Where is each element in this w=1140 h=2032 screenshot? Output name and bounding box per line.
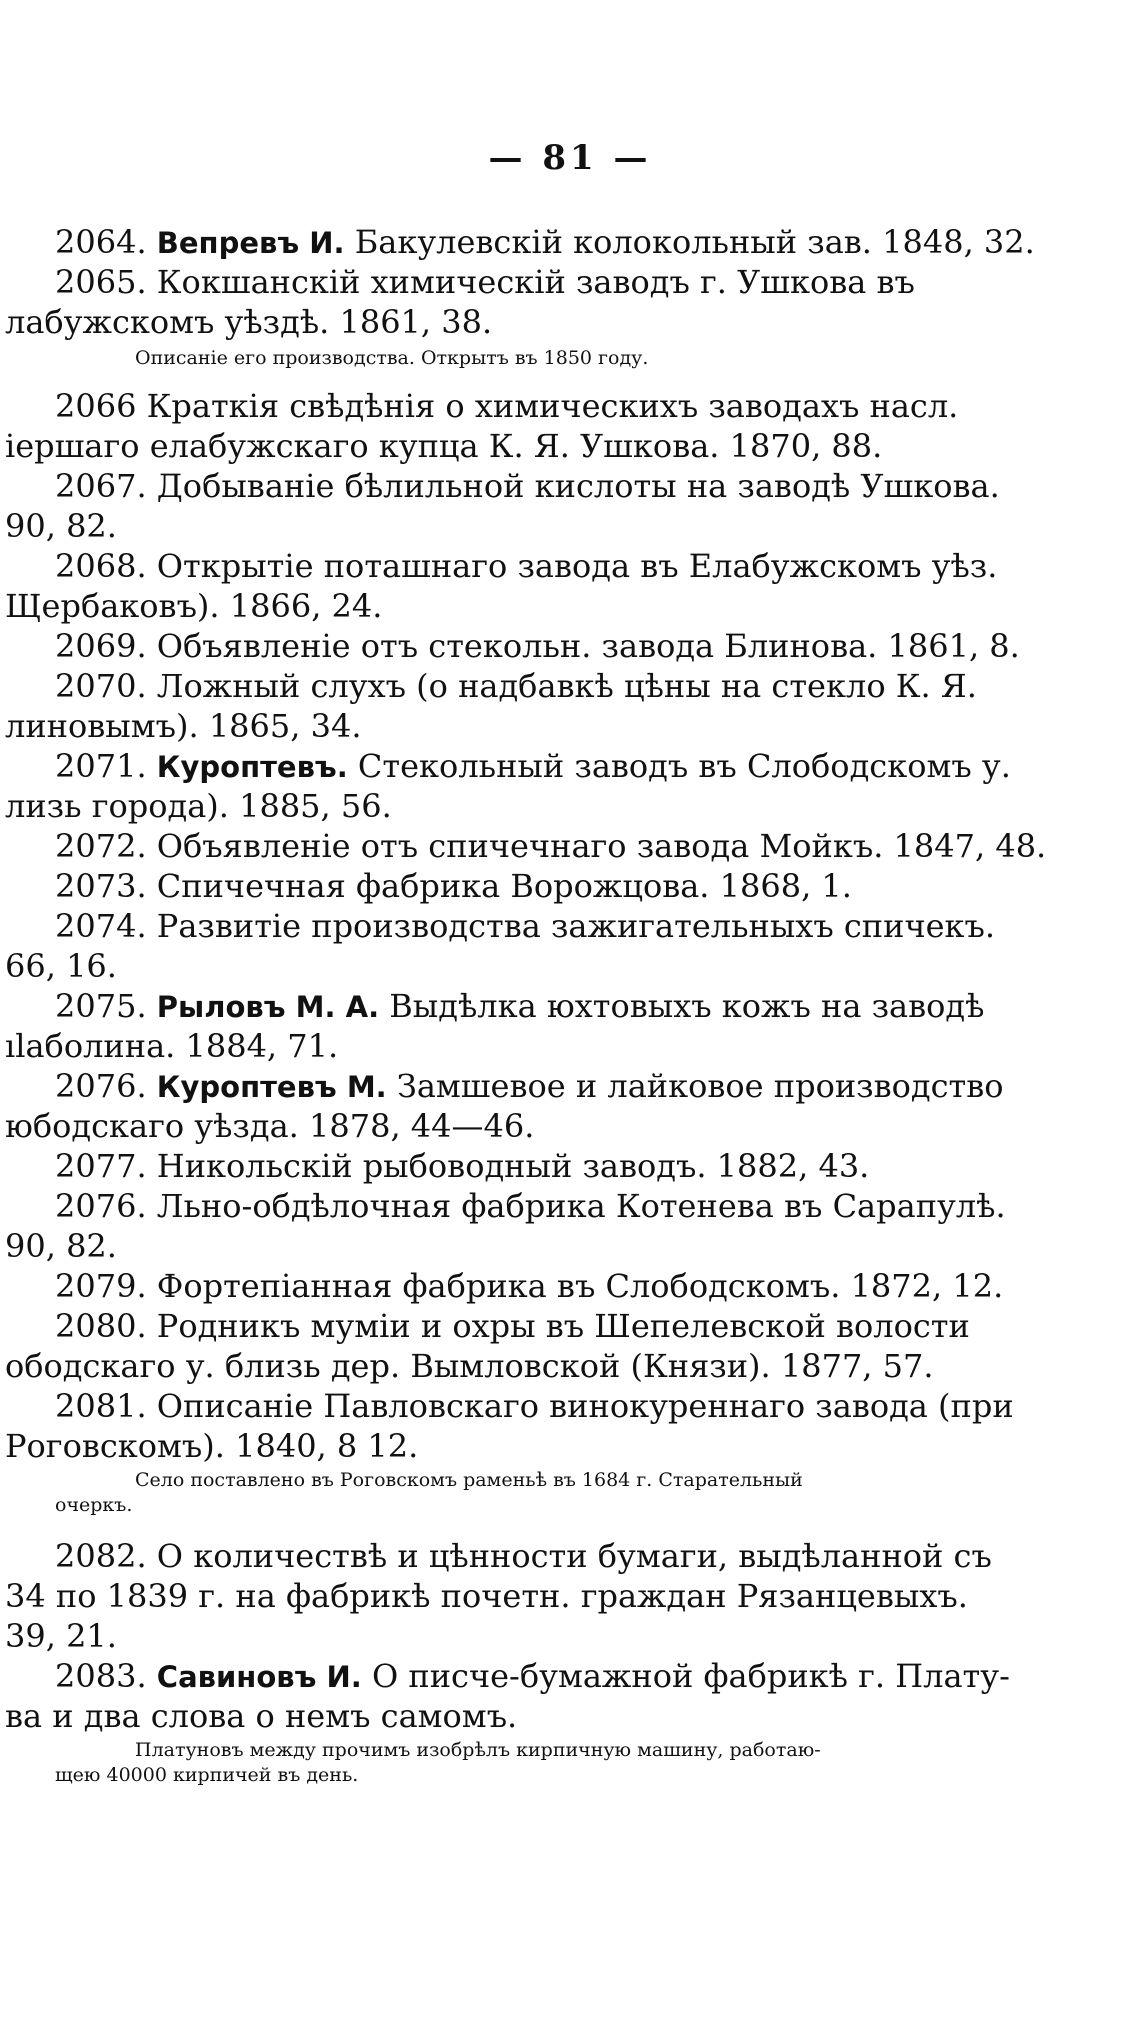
entry-line: 2077. Никольскій рыбоводный заводъ. 1882, 43.: [55, 1147, 870, 1185]
entry-line: іершаго елабужскаго купца К. Я. Ушкова. 1870, 88.: [5, 427, 883, 465]
entry-line: Щербаковъ). 1866, 24.: [5, 587, 383, 625]
entry-line: 2082. О количествѣ и цѣнности бумаги, выдѣланной съ: [55, 1537, 992, 1575]
entry-line: 2076. Льно-обдѣлочная фабрика Котенева въ Сарапулѣ.: [55, 1187, 1006, 1225]
entry-line: 2083. Савиновъ И. О писче-бумажной фабрикѣ г. Плату-: [55, 1657, 1010, 1695]
entry-line: 2076. Куроптевъ М. Замшевое и лайковое производство: [55, 1067, 1004, 1105]
entry-line: 2080. Родникъ муміи и охры въ Шепелевской волости: [55, 1307, 970, 1345]
entry-note: Платуновъ между прочимъ изобрѣлъ кирпичную машину, работаю-: [135, 1739, 821, 1761]
entry-note: Описаніе его производства. Открытъ въ 1850 году.: [135, 347, 649, 369]
entry-line: 34 по 1839 г. на фабрикѣ почетн. граждан Рязанцевыхъ.: [5, 1577, 968, 1615]
entry-line: 2066 Краткія свѣдѣнія о химическихъ заводахъ насл.: [55, 387, 959, 425]
entry-note: щею 40000 кирпичей въ день.: [55, 1764, 359, 1786]
entry-line: 2081. Описаніе Павловскаго винокуреннаго завода (при: [55, 1387, 1014, 1425]
entry-line: 2075. Рыловъ М. А. Выдѣлка юхтовыхъ кожъ на заводѣ: [55, 987, 985, 1025]
entry-line: ılаболина. 1884, 71.: [5, 1027, 339, 1065]
entry-line: 66, 16.: [5, 947, 117, 985]
entry-line: ободскаго у. близь дер. Вымловской (Князи). 1877, 57.: [5, 1347, 934, 1385]
entry-line: 2065. Кокшанскій химическій заводъ г. Ушкова въ: [55, 263, 915, 301]
entry-line: 2070. Ложный слухъ (о надбавкѣ цѣны на стекло К. Я.: [55, 667, 977, 705]
entry-line: 2073. Спичечная фабрика Ворожцова. 1868, 1.: [55, 867, 852, 905]
entry-line: юбодскаго уѣзда. 1878, 44—46.: [5, 1107, 535, 1145]
entry-line: 2079. Фортепіанная фабрика въ Слободскомъ. 1872, 12.: [55, 1267, 1004, 1305]
entry-line: 2069. Объявленіе отъ стекольн. завода Блинова. 1861, 8.: [55, 627, 1020, 665]
entry-line: 90, 82.: [5, 1227, 117, 1265]
entry-note: очеркъ.: [55, 1494, 133, 1516]
entry-line: 2072. Объявленіе отъ спичечнаго завода Мойкъ. 1847, 48.: [55, 827, 1047, 865]
entry-line: лизь города). 1885, 56.: [5, 787, 392, 825]
entry-line: 2068. Открытіе поташнаго завода въ Елабужскомъ уѣз.: [55, 547, 998, 585]
entry-line: 2064. Вепревъ И. Бакулевскій колокольный зав. 1848, 32.: [55, 223, 1035, 261]
entry-line: 2074. Развитіе производства зажигательныхъ спичекъ.: [55, 907, 996, 945]
page-number: — 81 —: [488, 138, 652, 178]
entry-line: 39, 21.: [5, 1617, 117, 1655]
entry-line: линовымъ). 1865, 34.: [5, 707, 362, 745]
entry-line: ва и два слова о немъ самомъ.: [5, 1697, 518, 1735]
entry-line: 90, 82.: [5, 507, 117, 545]
entry-line: лабужскомъ уѣздѣ. 1861, 38.: [5, 303, 493, 341]
entry-note: Село поставлено въ Роговскомъ раменьѣ въ 1684 г. Старательный: [135, 1469, 803, 1491]
entry-line: 2071. Куроптевъ. Стекольный заводъ въ Слободскомъ у.: [55, 747, 1011, 785]
entry-line: 2067. Добываніе бѣлильной кислоты на заводѣ Ушкова.: [55, 467, 1000, 505]
entry-line: Роговскомъ). 1840, 8 12.: [5, 1427, 419, 1465]
